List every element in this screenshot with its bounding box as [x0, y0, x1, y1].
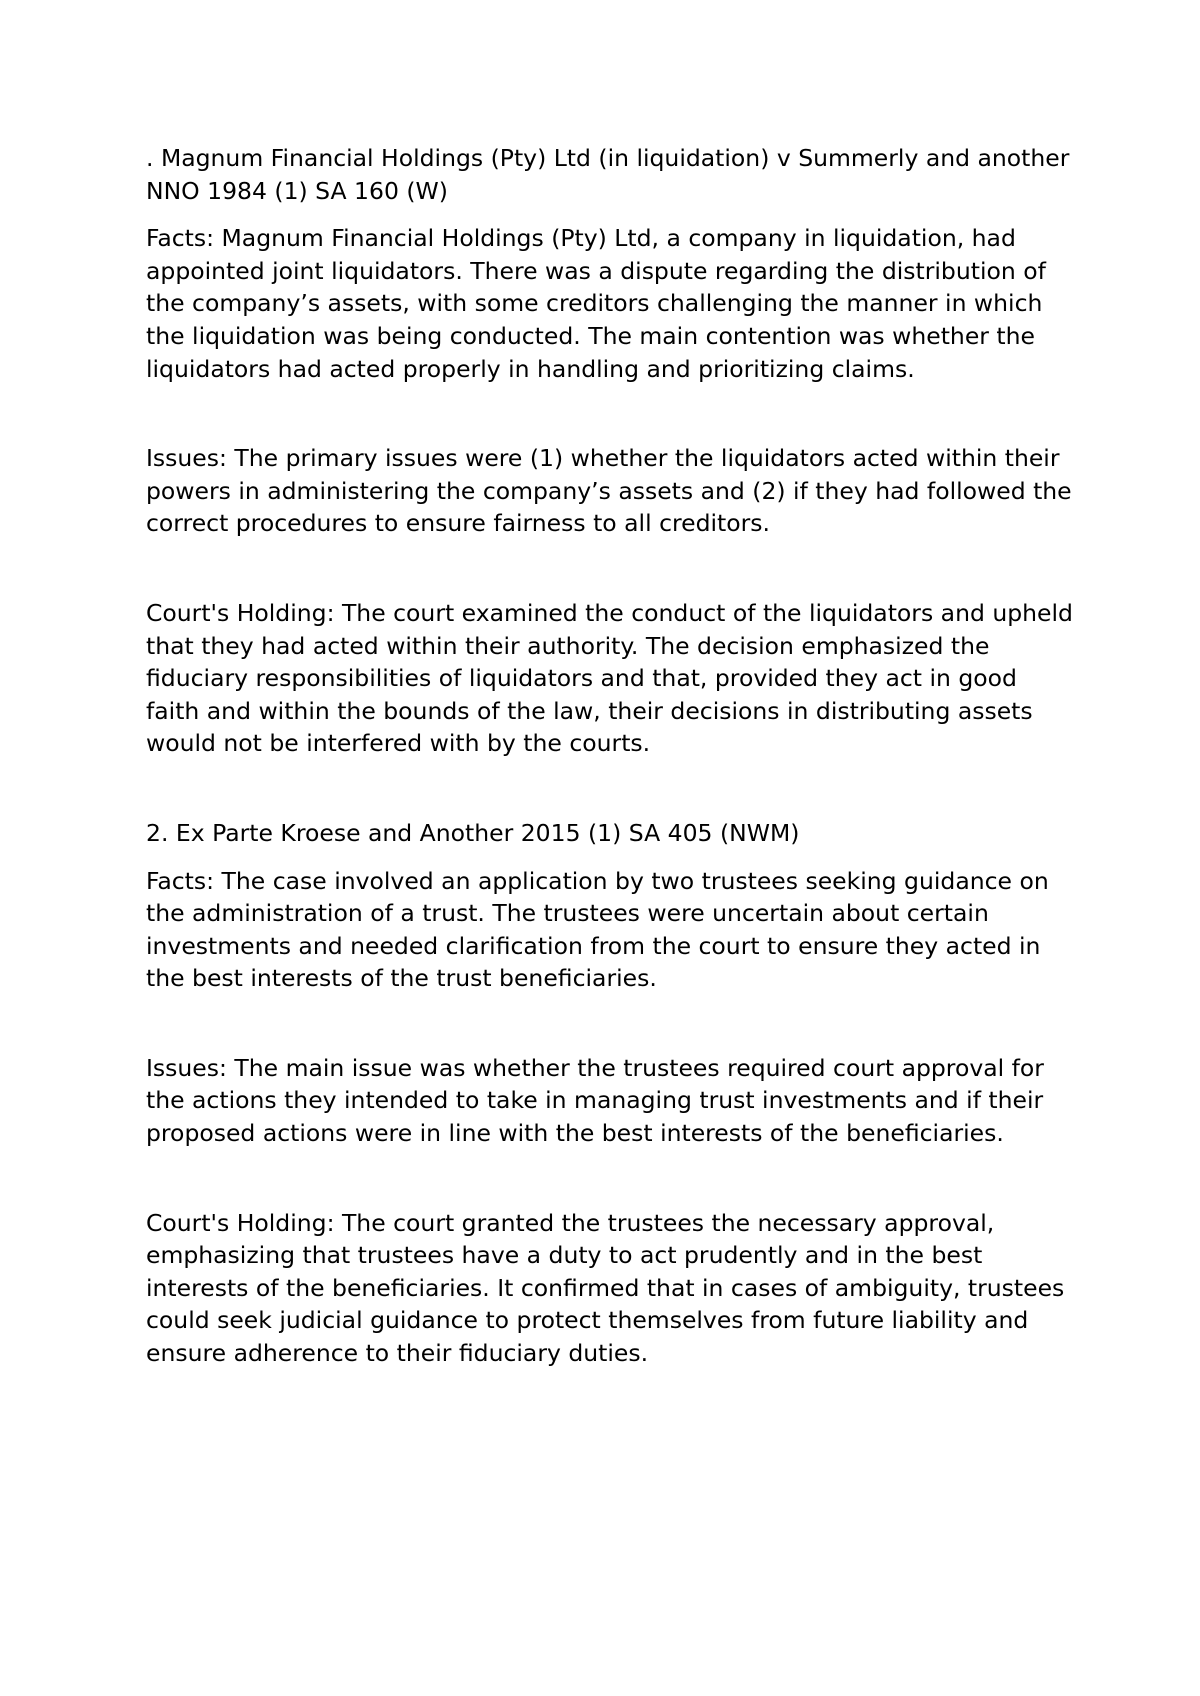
case2-issues: Issues: The main issue was whether the trustees required court approval for the actions they intended to take in managing trust investments and if their proposed actions were in line with the best interests of the beneficiaries.	[146, 1053, 1044, 1148]
case1-facts: Facts: Magnum Financial Holdings (Pty) Ltd, a company in liquidation, had appointed joint liquidators. There was a dispute regarding the distribution of the company’s assets, with some creditors challenging the manner in which the liquidation was being conducted. The main contention was whether the liquidators had acted properly in handling and prioritizing claims.	[146, 224, 1046, 383]
case2-heading: 2. Ex Parte Kroese and Another 2015 (1) SA 405 (NWM)	[146, 818, 800, 847]
case1-issues: Issues: The primary issues were (1) whether the liquidators acted within their powers in administering the company’s assets and (2) if they had followed the correct procedures to ensure fairness to all creditors.	[146, 444, 1072, 538]
case1-heading: . Magnum Financial Holdings (Pty) Ltd (in liquidation) v Summerly and another NNO 1984 (1) SA 160 (W)	[146, 144, 1070, 205]
case1-holding: Court's Holding: The court examined the conduct of the liquidators and upheld that they had acted within their authority. The decision emphasized the fiduciary responsibilities of liquidators and that, provided they act in good faith and within the bounds of the law, their decisions in distributing assets would not be interfered with by the courts.	[146, 598, 1073, 758]
document-body	[146, 142, 1076, 1370]
case2-holding: Court's Holding: The court granted the trustees the necessary approval, emphasizing that trustees have a duty to act prudently and in the best interests of the beneficiaries. It confirmed that in cases of ambiguity, trustees could seek judicial guidance to protect themselves from future liability and ensure adherence to their fiduciary duties.	[146, 1208, 1065, 1368]
case2-facts: Facts: The case involved an application by two trustees seeking guidance on the administration of a trust. The trustees were uncertain about certain investments and needed clarification from the court to ensure they acted in the best interests of the trust beneficiaries.	[146, 866, 1049, 993]
